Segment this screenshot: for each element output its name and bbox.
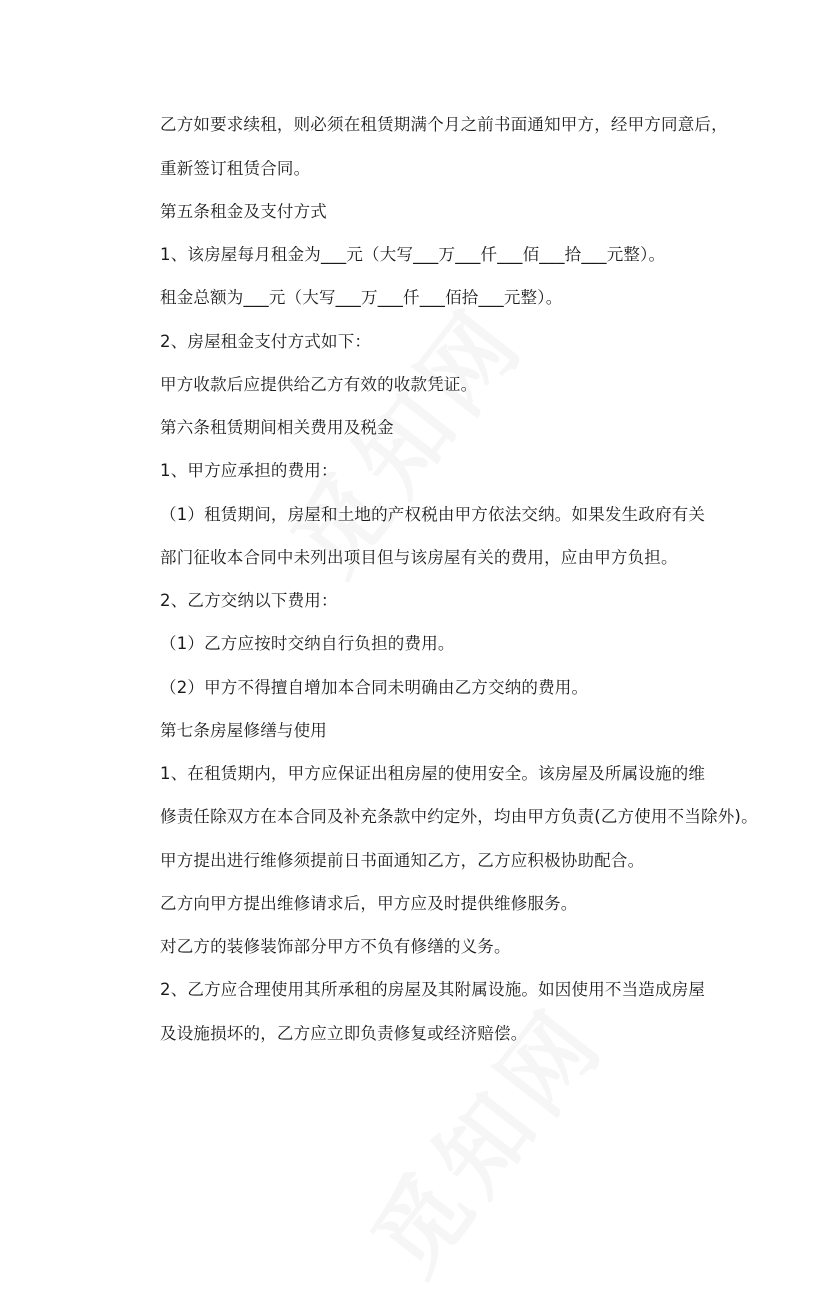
paragraph-line: 1、甲方应承担的费用： [160,461,338,480]
paragraph-line: （1）租赁期间，房屋和土地的产权税由甲方依法交纳。如果发生政府有关 [160,505,706,524]
paragraph-line: 甲方收款后应提供给乙方有效的收款凭证。 [160,375,478,394]
paragraph-line: 2、乙方应合理使用其所承租的房屋及其附属设施。如因使用不当造成房屋 [160,980,706,999]
paragraph-line: 2、房屋租金支付方式如下： [160,332,372,351]
paragraph-line: 乙方向甲方提出维修请求后，甲方应及时提供维修服务。 [160,894,578,913]
paragraph-line: 2、乙方交纳以下费用： [160,591,338,610]
paragraph-line: 对乙方的装修装饰部分甲方不负有修缮的义务。 [160,937,511,956]
paragraph-line: 甲方提出进行维修须提前日书面通知乙方，乙方应积极协助配合。 [160,851,645,870]
paragraph-line: 1、在租赁期内，甲方应保证出租房屋的使用安全。该房屋及所属设施的维 [160,764,706,783]
paragraph-line: （1）乙方应按时交纳自行负担的费用。 [160,634,455,653]
paragraph-line: 及设施损坏的，乙方应立即负责修复或经济赔偿。 [160,1024,528,1043]
paragraph-line: 重新签订租赁合同。 [160,159,311,178]
paragraph-line: （2）甲方不得擅自增加本合同未明确由乙方交纳的费用。 [160,678,589,697]
paragraph-line: 乙方如要求续租，则必须在租赁期满个月之前书面通知甲方，经甲方同意后， [160,115,728,134]
paragraph-line: 部门征收本合同中未列出项目但与该房屋有关的费用，应由甲方负担。 [160,548,678,567]
paragraph-line: 修责任除双方在本合同及补充条款中约定外，均由甲方负责(乙方使用不当除外)。 [160,807,758,826]
section-heading: 第五条租金及支付方式 [160,202,327,221]
paragraph-line: 租金总额为___元（大写___万___仟___佰拾___元整）。 [160,288,563,307]
section-heading: 第七条房屋修缮与使用 [160,721,327,740]
section-heading: 第六条租赁期间相关费用及税金 [160,418,394,437]
paragraph-line: 1、该房屋每月租金为___元（大写___万___仟___佰___拾___元整）。 [160,245,666,264]
